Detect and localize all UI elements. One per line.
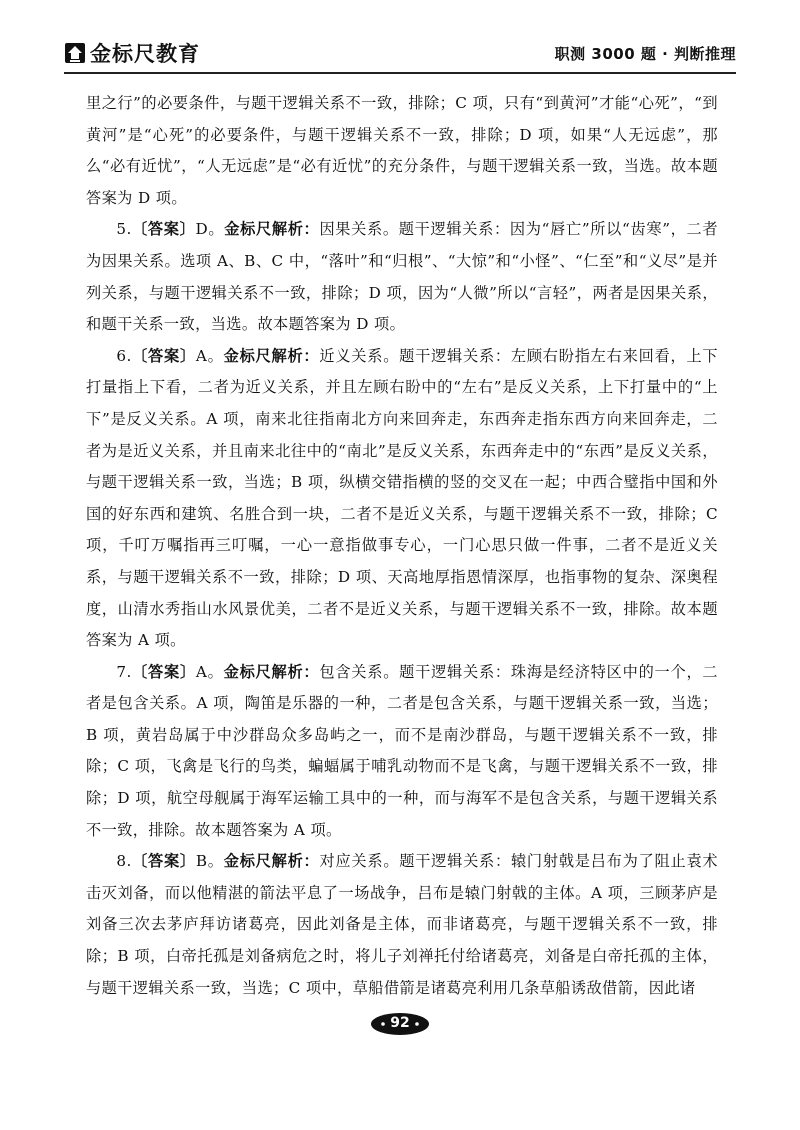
item-number: 6.: [116, 346, 132, 365]
analysis-label: 金标尺解析：: [223, 852, 320, 871]
page-header: [64, 36, 736, 70]
item-number: 7.: [116, 662, 132, 681]
analysis-text: 因果关系。题干逻辑关系：因为“唇亡”所以“齿寒”，二者为因果关系。选项 A、B、C 中，“落叶”和“归根”、“大惊”和“小怪”、“仁至”和“义尽”是并列关系，与题干逻辑关系不一致，排除；D 项，因为“人微”所以“言轻”，两者是因果关系，和题干关系一致，当选。故本题答案为 D 项。: [86, 220, 718, 334]
page-body: [86, 88, 718, 1004]
answer-value: D。: [195, 220, 225, 239]
answer-label: 〔答案〕: [131, 852, 196, 871]
answer-label: 〔答案〕: [131, 346, 196, 365]
item-number: 5.: [116, 220, 132, 239]
analysis-text: 对应关系。题干逻辑关系：辕门射戟是吕布为了阻止袁术击灭刘备，而以他精湛的箭法平息了一场战争，吕布是辕门射戟的主体。A 项，三顾茅庐是刘备三次去茅庐拜访诸葛亮，因此刘备是主体，而非诸葛亮，与题干逻辑关系不一致，排除；B 项，白帝托孤是刘备病危之时，将儿子刘禅托付给诸葛亮，刘备是白帝托孤的主体，与题干逻辑关系一致，当选；C 项中，草船借箭是诸葛亮利用几条草船诱敌借箭，因此诸: [86, 852, 718, 997]
answer-label: 〔答案〕: [131, 662, 196, 681]
answer-label: 〔答案〕: [131, 220, 196, 239]
logo: [64, 38, 200, 68]
logo-text: 金标尺教育: [90, 42, 200, 66]
page-number: 92: [390, 1015, 410, 1031]
page-number-badge: [370, 1012, 430, 1036]
item-number: 8.: [116, 852, 132, 871]
book-title: 职测 3000 题 · 判断推理: [554, 44, 736, 63]
logo-icon: [64, 42, 86, 64]
analysis-label: 金标尺解析：: [223, 662, 320, 681]
analysis-label: 金标尺解析：: [223, 346, 320, 365]
analysis-text: 近义关系。题干逻辑关系：左顾右盼指左右来回看，上下打量指上下看，二者为近义关系，并且左顾右盼中的“左右”是反义关系，上下打量中的“上下”是反义关系。A 项，南来北往指南北方向来回奔走，东西奔走指东西方向来回奔走，二者为是近义关系，并且南来北往中的“南北”是反义关系，东西奔走中的“东西”是反义关系，与题干逻辑关系一致，当选；B 项，纵横交错指横的竖的交叉在一起；中西合璧指中国和外国的好东西和建筑、名胜合到一块，二者不是近义关系，与题干逻辑关系不一致，排除；C 项，千叮万嘱指再三叮嘱，一心一意指做事专心，一门心思只做一件事，二者不是近义关系，与题干逻辑关系不一致，排除；D 项、天高地厚指恩情深厚，也指事物的复杂、深奥程度，山清水秀指山水风景优美，二者不是近义关系，与题干逻辑关系不一致，排除。故本题答案为 A 项。: [86, 346, 718, 650]
analysis-text: 包含关系。题干逻辑关系：珠海是经济特区中的一个，二者是包含关系。A 项，陶笛是乐器的一种，二者是包含关系，与题干逻辑关系一致，当选；B 项，黄岩岛属于中沙群岛众多岛屿之一，而不是南沙群岛，与题干逻辑关系不一致，排除；C 项，飞禽是飞行的鸟类，蝙蝠属于哺乳动物而不是飞禽，与题干逻辑关系不一致，排除；D 项，航空母舰属于海军运输工具中的一种，而与海军不是包含关系，与题干逻辑关系不一致，排除。故本题答案为 A 项。: [86, 662, 718, 839]
analysis-label: 金标尺解析：: [224, 220, 320, 239]
answer-item-7: [86, 657, 718, 847]
answer-item-6: [86, 341, 718, 657]
continuation-paragraph: 里之行”的必要条件，与题干逻辑关系不一致，排除；C 项，只有“到黄河”才能“心死”，“到黄河”是“心死”的必要条件，与题干逻辑关系不一致，排除；D 项，如果“人无远虑”，那么“必有近忧”，“人无远虑”是“必有近忧”的充分条件，与题干逻辑关系一致，当选。故本题答案为 D 项。: [86, 94, 718, 207]
answer-item-5: [86, 214, 718, 340]
answer-value: B。: [195, 852, 224, 871]
header-divider: [64, 72, 736, 74]
answer-item-8: [86, 846, 718, 1004]
answer-value: A。: [195, 346, 224, 365]
answer-value: A。: [195, 662, 224, 681]
